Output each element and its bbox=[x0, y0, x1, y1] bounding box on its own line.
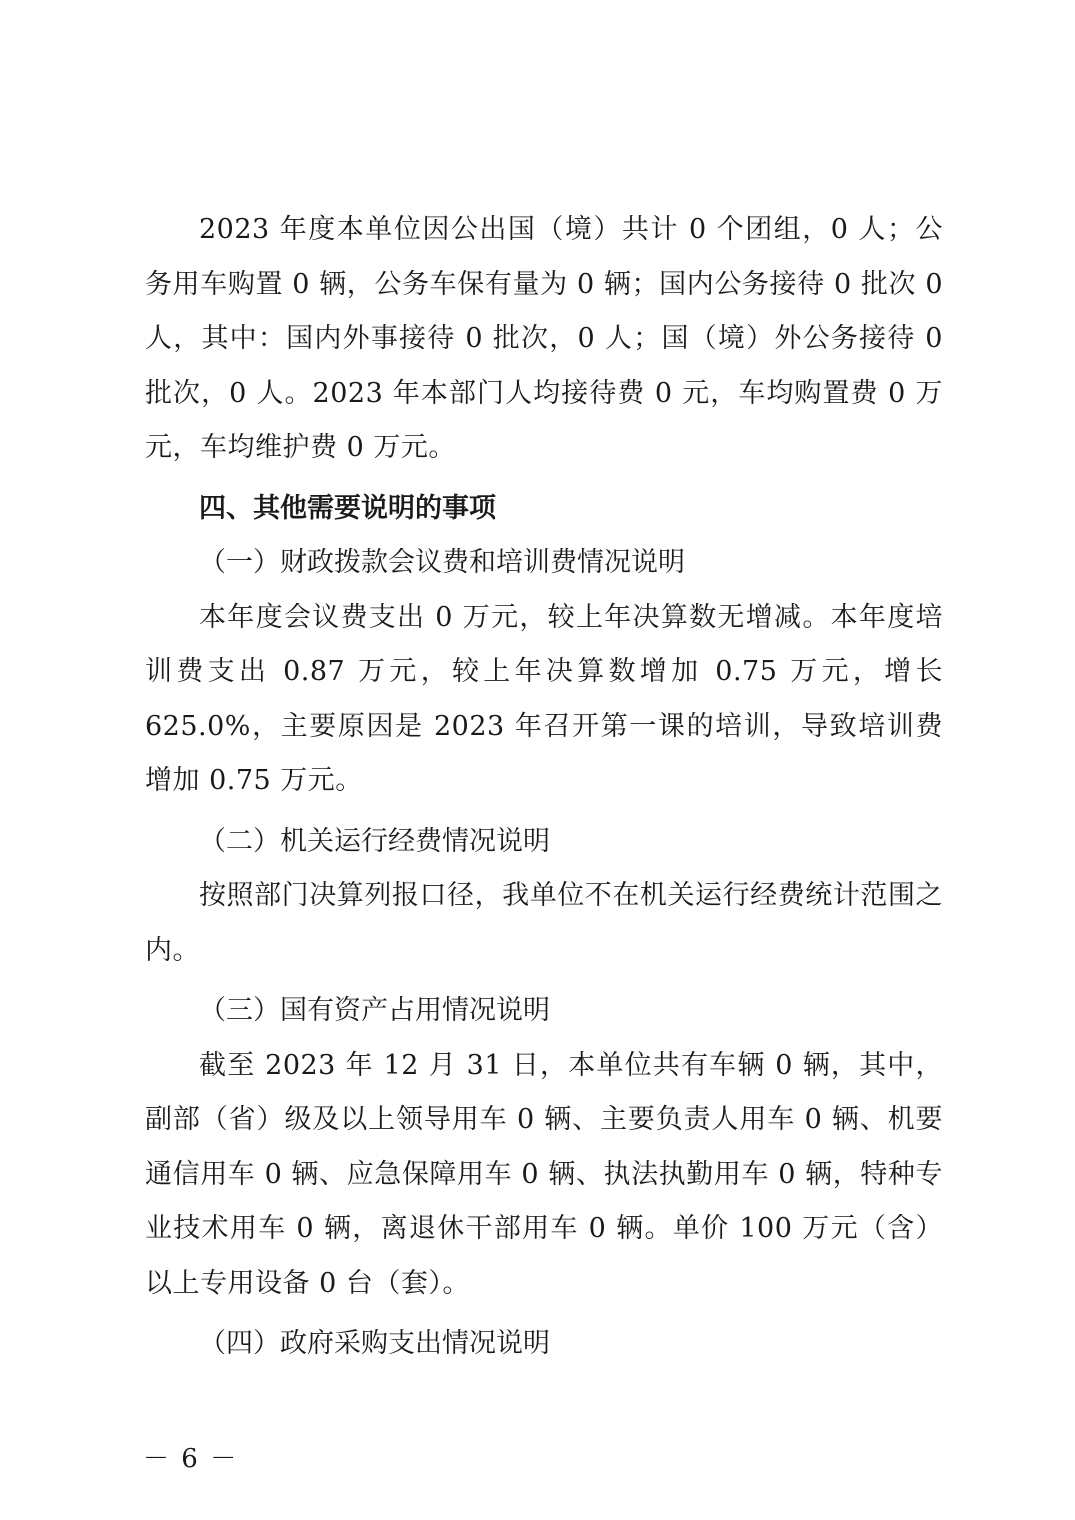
subheading-meeting-training-fees: （一）财政拨款会议费和培训费情况说明 bbox=[199, 547, 685, 578]
document-body bbox=[145, 203, 943, 1372]
paragraph-overseas-vehicles-reception: 2023 年度本单位因公出国（境）共计 0 个团组，0 人；公务用车购置 0 辆，公务车保有量为 0 辆；国内公务接待 0 批次 0 人，其中：国内外事接待 0 批次，0 人；国（境）外公务接待 0 批次，0 人。2023 年本部门人均接待费 0 元，车均购置费 0 万元，车均维护费 0 万元。 bbox=[145, 214, 943, 463]
paragraph-state-assets: 截至 2023 年 12 月 31 日，本单位共有车辆 0 辆，其中，副部（省）级及以上领导用车 0 辆、主要负责人用车 0 辆、机要通信用车 0 辆、应急保障用车 0 辆、执法执勤用车 0 辆，特种专业技术用车 0 辆，离退休干部用车 0 辆。单价 100 万元（含）以上专用设备 0 台（套）。 bbox=[145, 1049, 943, 1299]
subheading-state-assets: （三）国有资产占用情况说明 bbox=[199, 995, 550, 1026]
paragraph-operating-expenses: 按照部门决算列报口径，我单位不在机关运行经费统计范围之内。 bbox=[145, 880, 943, 966]
subheading-government-procurement: （四）政府采购支出情况说明 bbox=[199, 1328, 550, 1359]
section-heading-other-matters: 四、其他需要说明的事项 bbox=[199, 492, 496, 524]
paragraph-meeting-training-fees: 本年度会议费支出 0 万元，较上年决算数无增减。本年度培训费支出 0.87 万元，较上年决算数增加 0.75 万元，增长 625.0%，主要原因是 2023 年召开第一课的培训，导致培训费增加 0.75 万元。 bbox=[145, 601, 943, 796]
subheading-operating-expenses: （二）机关运行经费情况说明 bbox=[199, 825, 550, 857]
page-number: － 6 － bbox=[143, 1444, 239, 1474]
